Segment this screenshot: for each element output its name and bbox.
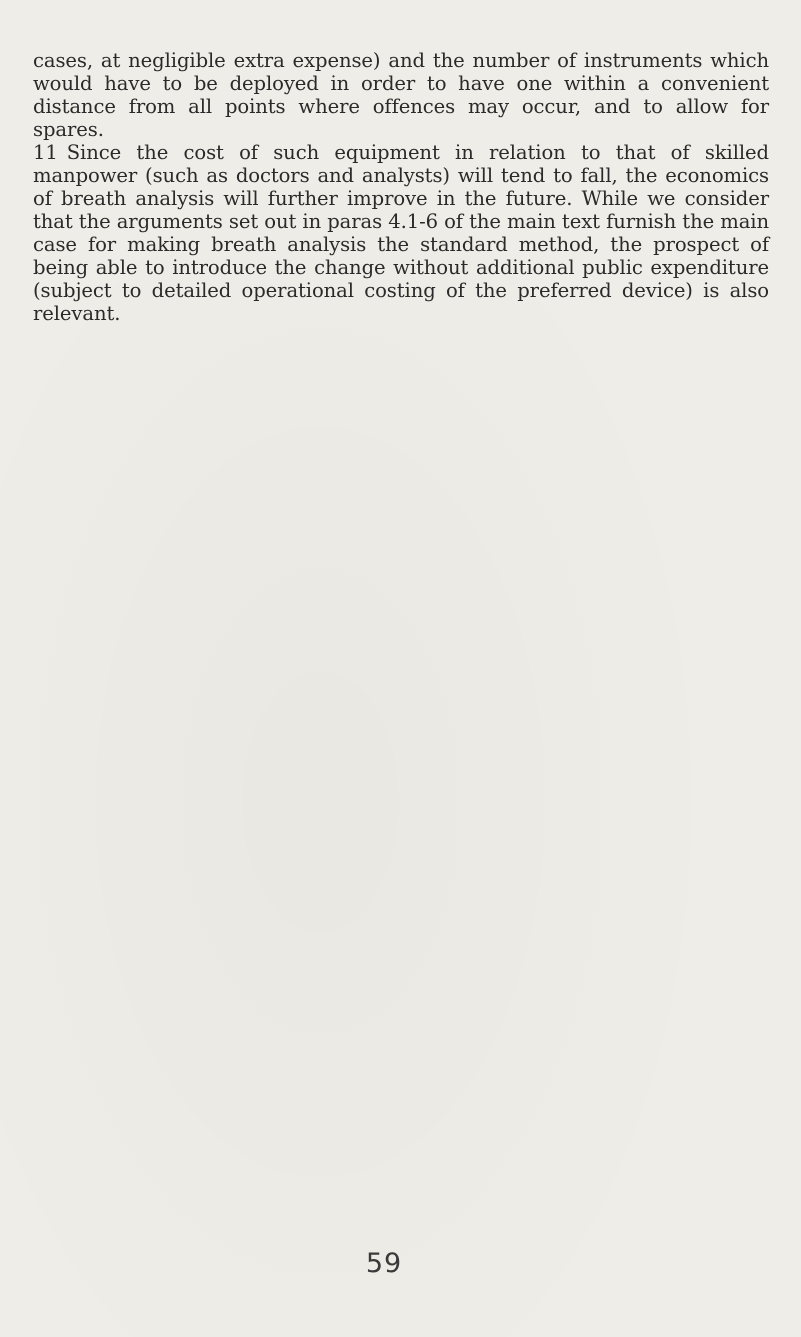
paragraph-text: Since the cost of such equipment in relation to that of skilled manpower (such as doctors and analysts) will tend to fall, the economics of breath analysis will further improve in the future. While we consider that the arguments set out in paras 4.1-6 of the main text furnish the main case for making breath analysis the standard method, the prospect of being able to introduce the change without additional public expenditure (subject to detailed operational costing of the preferred device) is also relevant. — [33, 141, 769, 325]
paragraph-continuation — [33, 49, 769, 141]
page-number: 59 — [365, 1248, 403, 1279]
paragraph-number: 11 — [33, 141, 58, 164]
paragraph-text: cases, at negligible extra expense) and the number of instruments which would have to be deployed in order to have one within a convenient distance from all points where offences may occur, and to allow for spares. — [33, 49, 769, 141]
paragraph-11 — [33, 141, 769, 325]
